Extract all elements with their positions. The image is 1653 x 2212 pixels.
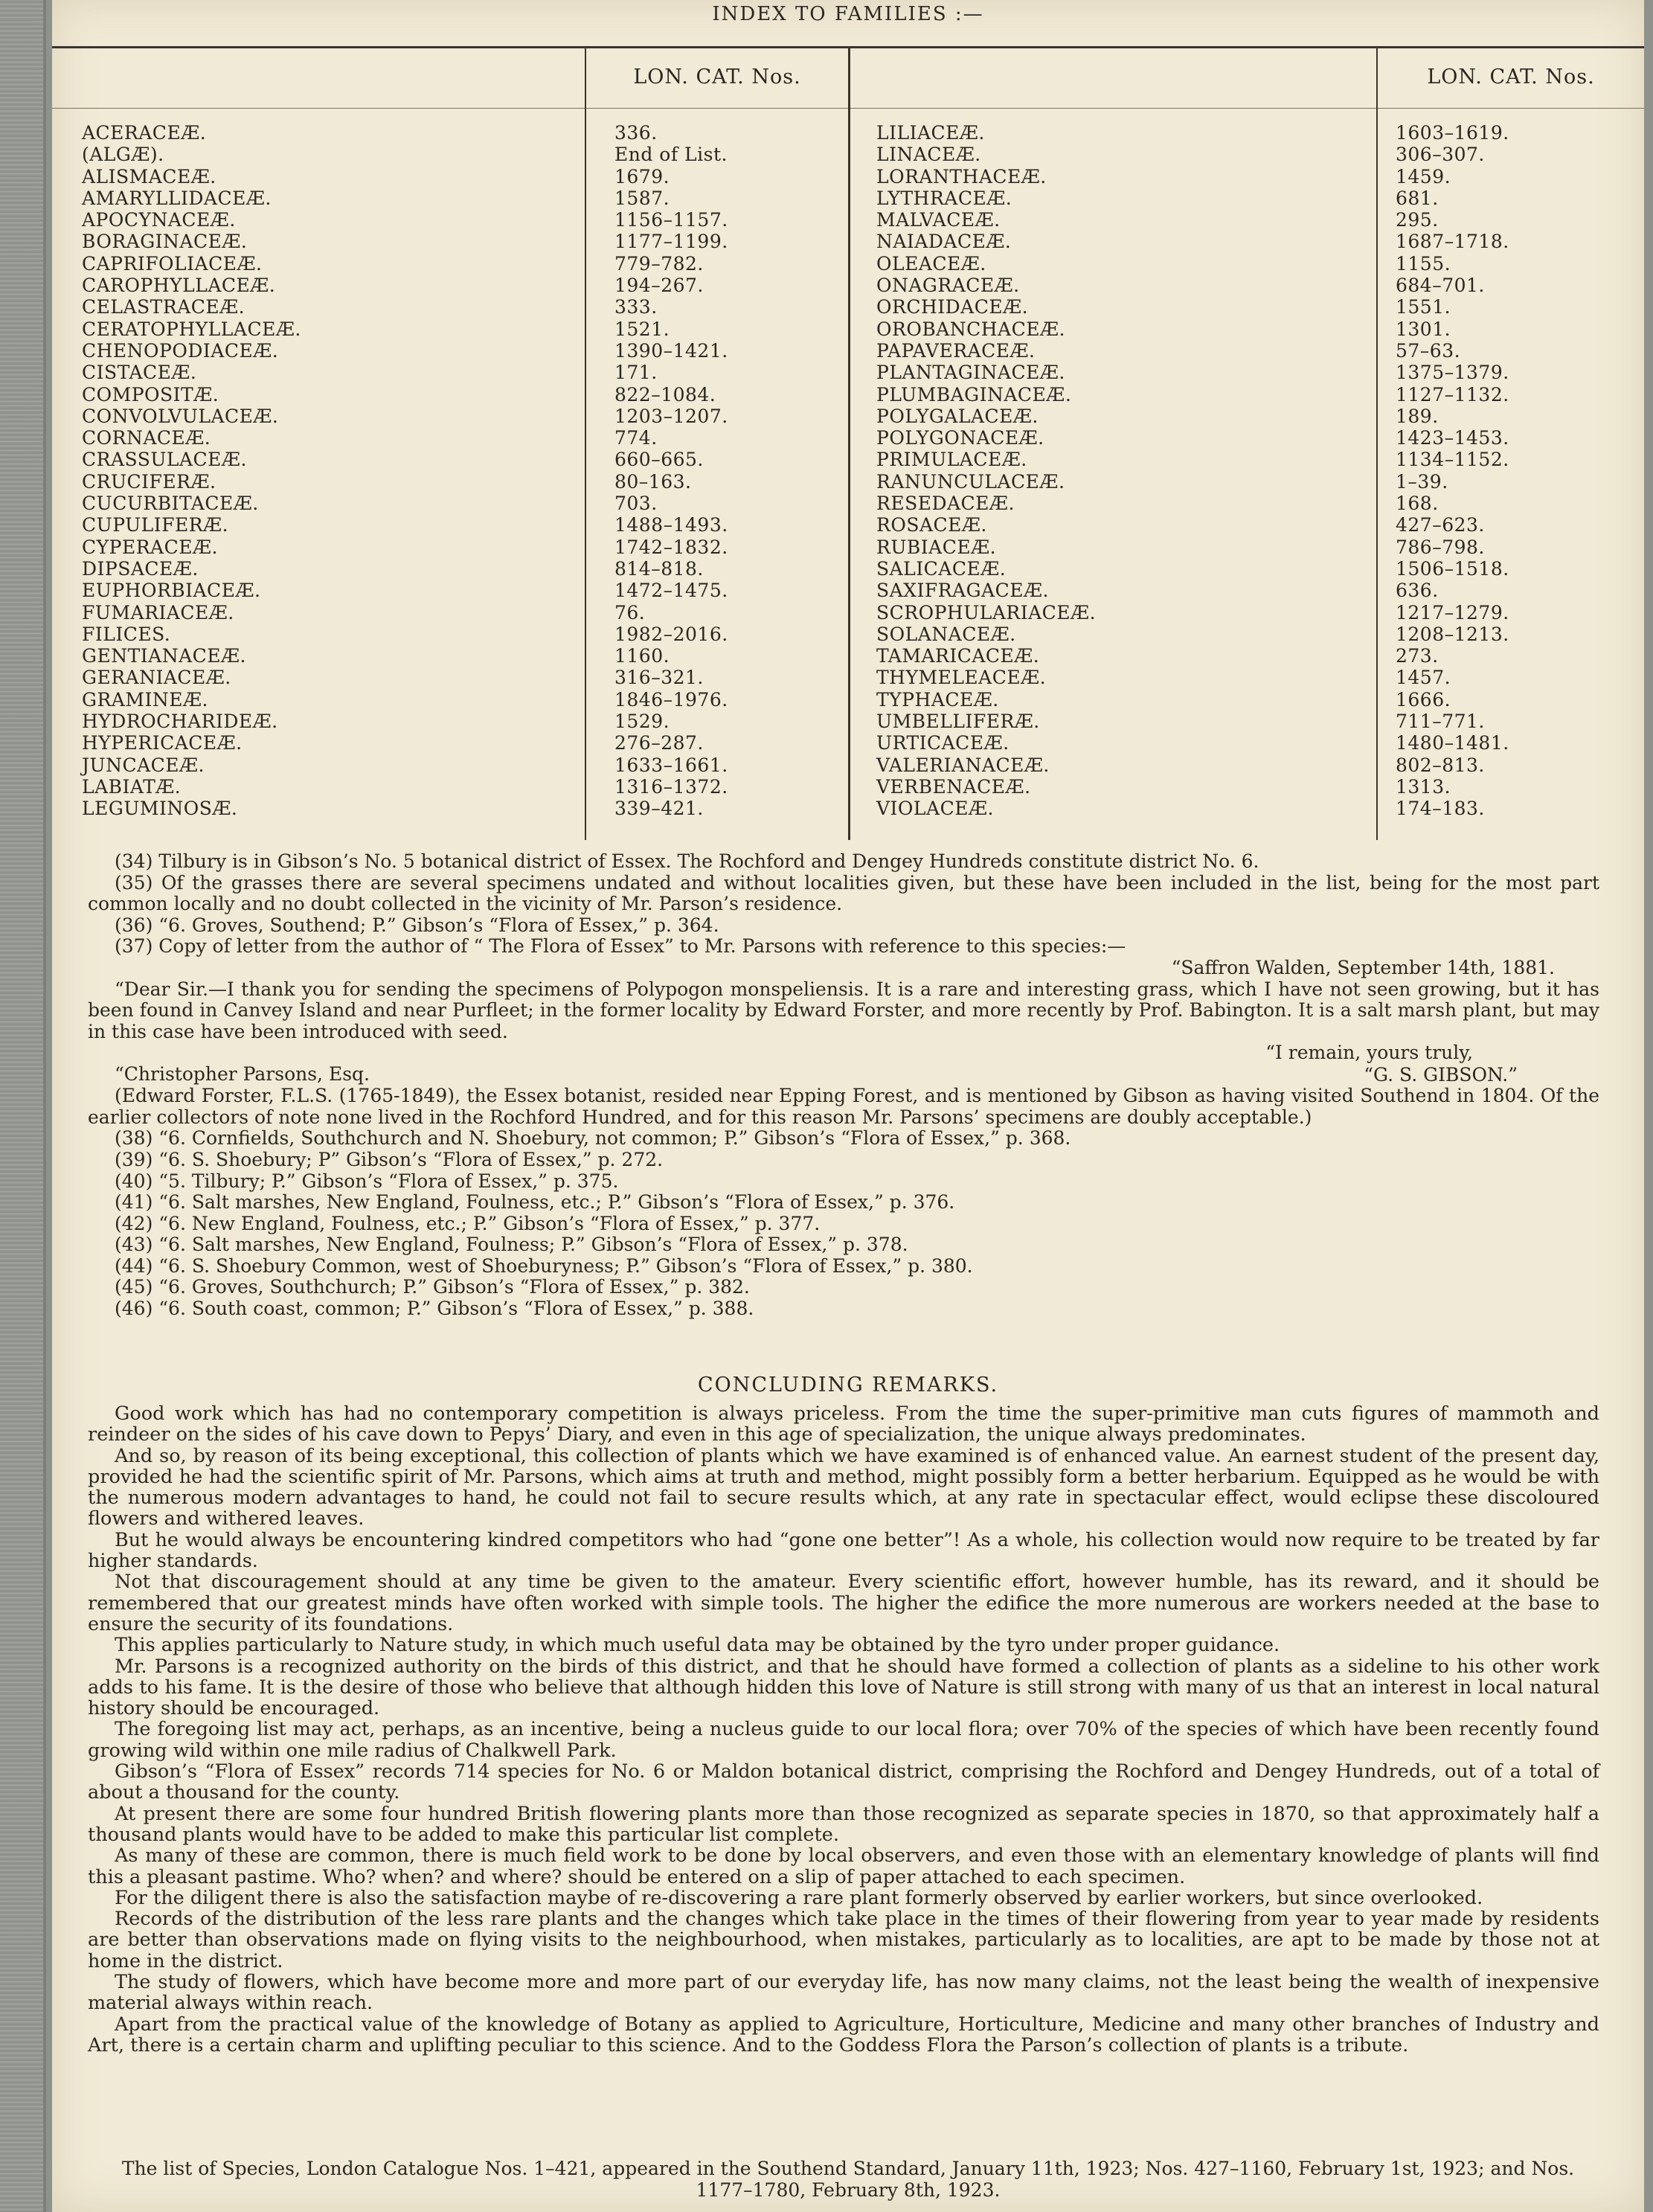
family-name: JUNCACEÆ. xyxy=(82,754,205,776)
family-name: OROBANCHACEÆ. xyxy=(876,318,1065,340)
catalogue-number: 1390–1421. xyxy=(614,339,728,362)
letter-addressee: “Christopher Parsons, Esq. xyxy=(115,1062,370,1085)
family-name: SAXIFRAGACEÆ. xyxy=(876,580,1049,602)
family-name: ALISMACEÆ. xyxy=(82,165,216,187)
catalogue-number: 1529. xyxy=(614,711,670,733)
binding-spine xyxy=(0,0,46,2212)
family-name: GERANIACEÆ. xyxy=(82,667,231,689)
family-name: SALICACEÆ. xyxy=(876,557,1007,580)
remarks-paragraph: At present there are some four hundred British flowering plants more than those recognized as separate species in 1870, so that approximately half a thousand plants would have to be added to make this particular list complete. xyxy=(88,1802,1599,1846)
forster-note: (Edward Forster, F.L.S. (1765-1849), the Essex botanist, resided near Epping Forest, and is mentioned by Gibson as having visited Southend in 1804. Of the earlier collectors of note none lived in the Rochford Hundred, and for this reason Mr. Parsons’ specimens are doubly acceptable.) xyxy=(88,1085,1599,1128)
catalogue-number: 684–701. xyxy=(1396,275,1485,297)
column-divider-1 xyxy=(585,48,586,840)
note-38: (38) “6. Cornfields, Southchurch and N. Shoebury, not common; P.” Gibson’s “Flora of Essex,” p. 368. xyxy=(115,1127,1071,1150)
catalogue-number: 333. xyxy=(614,296,658,318)
catalogue-number: 802–813. xyxy=(1396,754,1485,776)
family-name: UMBELLIFERÆ. xyxy=(876,711,1040,733)
family-name: GENTIANACEÆ. xyxy=(82,645,246,667)
catalogue-number: 1521. xyxy=(614,318,670,340)
family-name: VERBENACEÆ. xyxy=(876,775,1031,798)
family-name: PLUMBAGINACEÆ. xyxy=(876,383,1072,405)
family-name: HYDROCHARIDEÆ. xyxy=(82,711,278,733)
remarks-paragraph: Apart from the practical value of the knowledge of Botany as applied to Agriculture, Horticulture, Medicine and many other branches of Industry and Art, there is a certain charm and uplifting peculiar to this science. And to the Goddess Flora the Parson’s collection of plants is a tribute. xyxy=(88,2013,1599,2056)
catalogue-number: 1633–1661. xyxy=(614,754,728,776)
family-name: VIOLACEÆ. xyxy=(876,798,994,820)
family-name: CHENOPODIACEÆ. xyxy=(82,339,279,362)
catalogue-number: 703. xyxy=(614,493,658,515)
remarks-paragraph: As many of these are common, there is much field work to be done by local observers, and even those with an elementary knowledge of plants will find this a pleasant pastime. Who? when? and where? should be entered on a slip of paper attached to each specimen. xyxy=(88,1844,1599,1888)
family-name: CRASSULACEÆ. xyxy=(82,449,247,471)
catalogue-number: 1687–1718. xyxy=(1396,231,1509,253)
family-name: RANUNCULACEÆ. xyxy=(876,470,1065,493)
catalogue-number: 660–665. xyxy=(614,449,704,471)
catalogue-number: 1459. xyxy=(1396,165,1451,187)
note-43: (43) “6. Salt marshes, New England, Foulness; P.” Gibson’s “Flora of Essex,” p. 378. xyxy=(115,1234,908,1256)
catalogue-number: 1472–1475. xyxy=(614,580,728,602)
family-name: CISTACEÆ. xyxy=(82,362,197,384)
catalogue-number: 779–782. xyxy=(614,252,704,275)
catalogue-number: 1134–1152. xyxy=(1396,449,1509,471)
catalogue-number: 76. xyxy=(614,601,646,623)
letter-signature: “G. S. GIBSON.” xyxy=(1364,1063,1518,1086)
column-heading-right: LON. CAT. Nos. xyxy=(1427,65,1595,89)
column-divider-2 xyxy=(848,48,850,840)
note-46: (46) “6. South coast, common; P.” Gibson’s “Flora of Essex,” p. 388. xyxy=(115,1298,754,1320)
catalogue-number: 1506–1518. xyxy=(1396,557,1509,580)
letter-body: “Dear Sir.—I thank you for sending the specimens of Polypogon monspeliensis. It is a rare and interesting grass, which I have not seen growing, but it has been found in Canvey Island and near Purfleet; in the former locality by Edward Forster, and more recently by Prof. Babington. It is a salt marsh plant, but may in this case have been introduced with seed. xyxy=(88,978,1599,1042)
catalogue-number: 1480–1481. xyxy=(1396,732,1509,754)
family-name: APOCYNACEÆ. xyxy=(82,209,236,231)
remarks-paragraph: The study of flowers, which have become more and more part of our everyday life, has now many claims, not the least being the wealth of inexpensive material always within reach. xyxy=(88,1971,1599,2015)
family-name: CORNACEÆ. xyxy=(82,427,211,449)
family-name: HYPERICACEÆ. xyxy=(82,732,243,754)
left-family-numbers xyxy=(614,122,728,820)
family-name: FUMARIACEÆ. xyxy=(82,601,234,623)
catalogue-number: 1488–1493. xyxy=(614,514,728,536)
catalogue-number: 427–623. xyxy=(1396,514,1485,536)
catalogue-number: 774. xyxy=(614,427,658,449)
note-35: (35) Of the grasses there are several specimens undated and without localities given, but these have been included in the list, being for the most part common locally and no doubt collected in the vicinity of Mr. Parson’s residence. xyxy=(88,871,1599,915)
right-family-names xyxy=(876,122,1096,820)
family-name: FILICES. xyxy=(82,623,171,645)
remarks-title: CONCLUDING REMARKS. xyxy=(697,1373,999,1397)
family-name: PRIMULACEÆ. xyxy=(876,449,1027,471)
family-name: BORAGINACEÆ. xyxy=(82,231,248,253)
family-name: PAPAVERACEÆ. xyxy=(876,339,1036,362)
catalogue-number: 1127–1132. xyxy=(1396,383,1509,405)
family-name: CONVOLVULACEÆ. xyxy=(82,405,279,427)
catalogue-number: 681. xyxy=(1396,187,1439,209)
family-name: CRUCIFERÆ. xyxy=(82,470,216,493)
note-37: (37) Copy of letter from the author of “ The Flora of Essex” to Mr. Parsons with reference to this species:— xyxy=(115,935,1126,958)
catalogue-number: 174–183. xyxy=(1396,798,1485,820)
family-name: MALVACEÆ. xyxy=(876,209,1001,231)
catalogue-number: 339–421. xyxy=(614,798,704,820)
family-name: (ALGÆ). xyxy=(82,144,164,166)
note-44: (44) “6. S. Shoebury Common, west of Shoeburyness; P.” Gibson’s “Flora of Essex,” p. 380. xyxy=(115,1254,973,1277)
catalogue-number: 1208–1213. xyxy=(1396,623,1509,645)
family-name: VALERIANACEÆ. xyxy=(876,754,1050,776)
family-name: RESEDACEÆ. xyxy=(876,493,1015,515)
family-name: LINACEÆ. xyxy=(876,144,981,166)
family-name: AMARYLLIDACEÆ. xyxy=(82,187,272,209)
remarks-paragraph: Not that discouragement should at any time be given to the amateur. Every scientific effort, however humble, has its reward, and it should be remembered that our greatest minds have often worked with simple tools. The higher the edifice the more numerous are workers needed at the base to ensure the security of its foundations. xyxy=(88,1571,1599,1635)
catalogue-number: 316–321. xyxy=(614,667,704,689)
family-name: ONAGRACEÆ. xyxy=(876,275,1020,297)
family-name: CYPERACEÆ. xyxy=(82,536,218,558)
column-heading-left: LON. CAT. Nos. xyxy=(633,65,801,89)
family-name: EUPHORBIACEÆ. xyxy=(82,580,261,602)
catalogue-number: 814–818. xyxy=(614,557,704,580)
index-heading: INDEX TO FAMILIES :— xyxy=(712,3,984,25)
document-page xyxy=(52,0,1644,2212)
catalogue-number: 1423–1453. xyxy=(1396,427,1509,449)
family-name: DIPSACEÆ. xyxy=(82,557,199,580)
catalogue-number: 786–798. xyxy=(1396,536,1485,558)
catalogue-number: 1846–1976. xyxy=(614,688,728,711)
note-42: (42) “6. New England, Foulness, etc.; P.” Gibson’s “Flora of Essex,” p. 377. xyxy=(115,1212,821,1234)
catalogue-number: 1313. xyxy=(1396,775,1451,798)
catalogue-number: 80–163. xyxy=(614,470,692,493)
remarks-paragraph: Records of the distribution of the less rare plants and the changes which take place in the times of their flowering from year to year made by residents are better than observations made on flying visits to the neighbourhood, when mistakes, particularly as to localities, are apt to be made by those not at home in the district. xyxy=(88,1908,1599,1972)
note-39: (39) “6. S. Shoebury; P” Gibson’s “Flora of Essex,” p. 272. xyxy=(115,1148,664,1170)
catalogue-number: 1301. xyxy=(1396,318,1451,340)
catalogue-number: 336. xyxy=(614,122,658,144)
catalogue-number: 1742–1832. xyxy=(614,536,728,558)
remarks-paragraph: But he would always be encountering kindred competitors who had “gone one better”! As a whole, his collection would now require to be treated by far higher standards. xyxy=(88,1528,1599,1573)
catalogue-number: 1551. xyxy=(1396,296,1451,318)
family-name: CUPULIFERÆ. xyxy=(82,514,229,536)
note-40: (40) “5. Tilbury; P.” Gibson’s “Flora of Essex,” p. 375. xyxy=(115,1170,619,1192)
catalogue-number: 1316–1372. xyxy=(614,775,728,798)
left-family-names xyxy=(82,122,301,820)
remarks-paragraph: The foregoing list may act, perhaps, as an incentive, being a nucleus guide to our local flora; over 70% of the species of which have been recently found growing wild within one mile radius of Chalkwell Park. xyxy=(88,1718,1599,1762)
remarks-paragraph: Good work which has had no contemporary competition is always priceless. From the time the super-primitive man cuts figures of mammoth and reindeer on the sides of his cave down to Pepys’ Diary, and even in this age of specialization, the unique always predominates. xyxy=(88,1402,1599,1446)
catalogue-number: 822–1084. xyxy=(614,383,716,405)
catalogue-number: 1156–1157. xyxy=(614,209,728,231)
note-36: (36) “6. Groves, Southend; P.” Gibson’s “Flora of Essex,” p. 364. xyxy=(115,914,719,936)
footer-note: The list of Species, London Catalogue Nos. 1–421, appeared in the Southend Standard, January 11th, 1923; Nos. 427–1160, February 1st, 1923; and Nos. 1177–1780, February 8th, 1923. xyxy=(121,2158,1575,2201)
family-name: PLANTAGINACEÆ. xyxy=(876,362,1065,384)
family-name: SCROPHULARIACEÆ. xyxy=(876,601,1097,623)
catalogue-number: 636. xyxy=(1396,580,1439,602)
note-41: (41) “6. Salt marshes, New England, Foulness, etc.; P.” Gibson’s “Flora of Essex,” p. 376. xyxy=(115,1191,955,1214)
catalogue-number: End of List. xyxy=(614,144,728,166)
family-name: CELASTRACEÆ. xyxy=(82,296,245,318)
remarks-paragraph: For the diligent there is also the satisfaction maybe of re-discovering a rare plant formerly observed by earlier workers, but since overlooked. xyxy=(115,1886,1483,1909)
family-name: CERATOPHYLLACEÆ. xyxy=(82,318,301,340)
catalogue-number: 1177–1199. xyxy=(614,231,728,253)
catalogue-number: 1603–1619. xyxy=(1396,122,1509,144)
family-name: POLYGALACEÆ. xyxy=(876,405,1039,427)
catalogue-number: 1679. xyxy=(614,165,670,187)
note-34: (34) Tilbury is in Gibson’s No. 5 botanical district of Essex. The Rochford and Dengey Hundreds constitute district No. 6. xyxy=(115,850,1259,872)
remarks-paragraph: And so, by reason of its being exceptional, this collection of plants which we have examined is of enhanced value. An earnest student of the present day, provided he had the scientific spirit of Mr. Parsons, which aims at truth and method, might possibly form a better herbarium. Equipped as he would be with the numerous modern advantages to hand, he could not fail to secure results which, at any rate in spectacular effect, would eclipse these discoloured flowers and withered leaves. xyxy=(88,1444,1599,1530)
right-family-numbers xyxy=(1396,122,1509,820)
family-name: RUBIACEÆ. xyxy=(876,536,997,558)
family-name: LABIATÆ. xyxy=(82,775,182,798)
letter-place-date: “Saffron Walden, September 14th, 1881. xyxy=(1171,956,1555,978)
family-name: POLYGONACEÆ. xyxy=(876,427,1044,449)
catalogue-number: 57–63. xyxy=(1396,339,1461,362)
family-name: SOLANACEÆ. xyxy=(876,623,1016,645)
family-name: LILIACEÆ. xyxy=(876,122,985,144)
catalogue-number: 1217–1279. xyxy=(1396,601,1509,623)
family-name: LYTHRACEÆ. xyxy=(876,187,1012,209)
catalogue-number: 276–287. xyxy=(614,732,704,754)
family-name: ORCHIDACEÆ. xyxy=(876,296,1029,318)
family-name: ROSACEÆ. xyxy=(876,514,987,536)
catalogue-number: 1587. xyxy=(614,187,670,209)
catalogue-number: 1203–1207. xyxy=(614,405,728,427)
catalogue-number: 171. xyxy=(614,362,658,384)
remarks-paragraph: This applies particularly to Nature study, in which much useful data may be obtained by the tyro under proper guidance. xyxy=(115,1634,1280,1657)
family-name: ACERACEÆ. xyxy=(82,122,207,144)
family-name: OLEACEÆ. xyxy=(876,252,986,275)
note-45: (45) “6. Groves, Southchurch; P.” Gibson’s “Flora of Essex,” p. 382. xyxy=(115,1276,750,1298)
catalogue-number: 273. xyxy=(1396,645,1439,667)
catalogue-number: 1155. xyxy=(1396,252,1451,275)
catalogue-number: 189. xyxy=(1396,405,1439,427)
catalogue-number: 1160. xyxy=(614,645,670,667)
family-name: LORANTHACEÆ. xyxy=(876,165,1047,187)
family-name: NAIADACEÆ. xyxy=(876,231,1012,253)
remarks-paragraph: Gibson’s “Flora of Essex” records 714 species for No. 6 or Maldon botanical district, comprising the Rochford and Dengey Hundreds, out of a total of about a thousand for the county. xyxy=(88,1760,1599,1804)
catalogue-number: 1982–2016. xyxy=(614,623,728,645)
family-name: LEGUMINOSÆ. xyxy=(82,798,238,820)
catalogue-number: 1–39. xyxy=(1396,470,1448,493)
family-name: TYPHACEÆ. xyxy=(876,688,999,711)
family-name: GRAMINEÆ. xyxy=(82,688,208,711)
catalogue-number: 711–771. xyxy=(1396,711,1485,733)
footnotes xyxy=(88,851,1599,1320)
column-divider-3 xyxy=(1376,48,1378,840)
catalogue-number: 168. xyxy=(1396,493,1439,515)
catalogue-number: 1457. xyxy=(1396,667,1451,689)
letter-closing: “I remain, yours truly, xyxy=(1265,1042,1473,1064)
family-name: URTICACEÆ. xyxy=(876,732,1010,754)
family-name: THYMELEACEÆ. xyxy=(876,667,1047,689)
catalogue-number: 306–307. xyxy=(1396,144,1485,166)
concluding-remarks xyxy=(88,1403,1599,2056)
family-name: CUCURBITACEÆ. xyxy=(82,493,259,515)
catalogue-number: 295. xyxy=(1396,209,1439,231)
family-name: TAMARICACEÆ. xyxy=(876,645,1040,667)
family-name: COMPOSITÆ. xyxy=(82,383,219,405)
catalogue-number: 1666. xyxy=(1396,688,1451,711)
catalogue-number: 194–267. xyxy=(614,275,704,297)
catalogue-number: 1375–1379. xyxy=(1396,362,1509,384)
remarks-paragraph: Mr. Parsons is a recognized authority on the birds of this district, and that he should have formed a collection of plants as a sideline to his other work adds to his fame. It is the desire of those who believe that although hidden this love of Nature is still strong with many of us that an interest in local natural history should be encouraged. xyxy=(88,1655,1599,1720)
family-name: CAROPHYLLACEÆ. xyxy=(82,275,276,297)
family-name: CAPRIFOLIACEÆ. xyxy=(82,252,263,275)
